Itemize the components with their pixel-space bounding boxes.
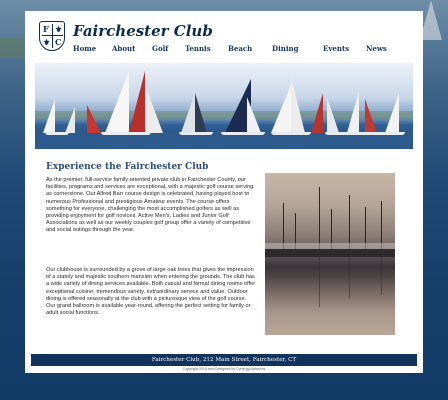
nav-news[interactable]: News (366, 44, 387, 53)
hull (271, 132, 311, 135)
photo-mast-reflection (381, 257, 382, 295)
hull (325, 132, 405, 135)
sailboat-banner-image (35, 63, 413, 149)
photo-mast-reflection (319, 257, 320, 307)
photo-mast-reflection (349, 257, 350, 299)
photo-dock (265, 249, 395, 257)
crest-bottom-fleur-icon: ⚜ (43, 37, 51, 47)
sail (105, 71, 129, 133)
hull (45, 132, 69, 135)
main-nav (25, 44, 423, 56)
sail (291, 77, 305, 133)
hull (221, 132, 265, 135)
sail (145, 85, 163, 133)
sail (87, 105, 101, 133)
photo-mast (319, 187, 320, 251)
intro-paragraph: As the premier, full-service family-oriented private club in Fairchester County, our facilities, programs and services are exceptional, with a majestic golf course serving as cornerstone. Our Alfred Barr course design is celebrated, having played host to numerous Professional and prestigious Amateur events. The course offers something for everyone, challenging the most accomplished golfers as well as providing enjoyment for golf novices. Active Men's, Ladies and Junior Golf Associations as well as our weekly couples golf group offer a variety of competitive and social outings through the year. (46, 177, 254, 234)
page-container (25, 11, 423, 373)
background-sail (420, 0, 442, 40)
section-heading: Experience the Fairchester Club (46, 162, 209, 172)
crest-fleur-icon: ⚜ (55, 24, 63, 34)
clubhouse-paragraph: Our clubhouse is surrounded by a grove of large oak trees that gives the impression of a stately and majestic southern mansion when entering the grounds. The club has a wide variety of dining services available. Both casual and formal dining rooms offer exceptional cuisine, tremendous variety, extraordinary service and value. Outdoor dining is offered seasonally at the club with a picturesque view of the golf course. Our grand ballroom is available year-round, offering the perfect setting for family or adult social functions. (46, 267, 256, 317)
nav-home[interactable]: Home (73, 44, 97, 53)
hull (101, 132, 151, 135)
site-title[interactable]: Fairchester Club (73, 22, 213, 40)
crest-top-left-letter-icon: F (43, 24, 49, 34)
sail (129, 71, 145, 133)
nav-tennis[interactable]: Tennis (185, 44, 211, 53)
nav-dining[interactable]: Dining (272, 44, 299, 53)
nav-events[interactable]: Events (323, 44, 350, 53)
nav-about[interactable]: About (112, 44, 136, 53)
crest-cross-horizontal (42, 35, 63, 36)
nav-beach[interactable]: Beach (228, 44, 253, 53)
footer-address: Fairchester Club, 212 Main Street, Fairchester, CT (31, 354, 417, 366)
crest-bottom-right-letter-icon: C (55, 37, 62, 47)
harbor-sunset-photo (265, 173, 395, 335)
footer-copyright: Copyright 2014 and Designed by Cynergy Networks (182, 367, 266, 371)
nav-golf[interactable]: Golf (152, 44, 169, 53)
sail (271, 85, 291, 133)
hull (179, 132, 213, 135)
